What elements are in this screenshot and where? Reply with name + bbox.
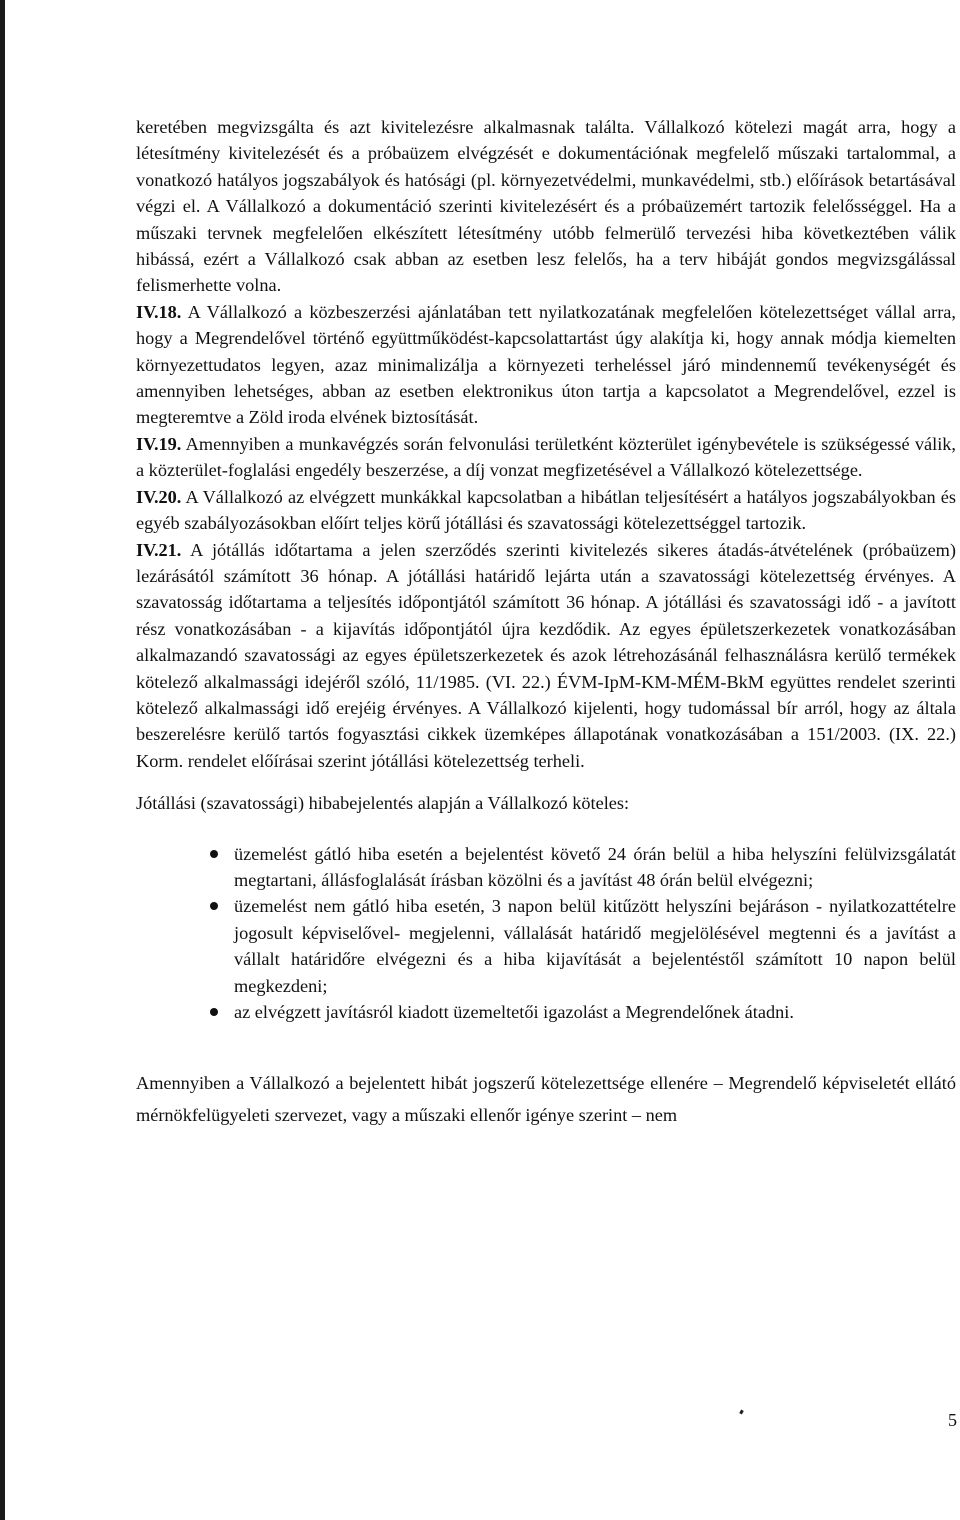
list-item bbox=[136, 999, 956, 1025]
section-number: IV.21. bbox=[136, 539, 182, 560]
document-page bbox=[136, 114, 956, 1131]
section-iv-20 bbox=[136, 484, 956, 537]
section-iv-18 bbox=[136, 299, 956, 431]
section-iv-21 bbox=[136, 537, 956, 775]
scan-speck bbox=[739, 1410, 744, 1415]
section-text: Amennyiben a munkavégzés során felvonulási területként közterület igénybevétele is szükségessé válik, a közterület-foglalási engedély beszerzése, a díj vonzat megfizetésével a Vállalkozó kötelezettsége. bbox=[136, 433, 956, 481]
bullet-icon bbox=[210, 902, 218, 910]
list-item bbox=[136, 841, 956, 894]
section-text: A jótállás időtartama a jelen szerződés szerinti kivitelezés sikeres átadás-átvételének (próbaüzem) lezárásától számított 36 hónap. A jótállási határidő lejárta után a szavatossági kötelezettség érvényes. A szavatosság időtartama a teljesítés időpontjától számított 36 hónap. A jótállási és szavatossági idő - a javított rész vonatkozásában - a kijavítás időpontjától újra kezdődik. Az egyes épületszerkezetek vonatkozásában alkalmazandó szavatossági az egyes épületszerkezetek és azok létrehozásánál felhasználásra kerülő termékek kötelező alkalmassági idejéről szóló, 11/1985. (VI. 22.) ÉVM-IpM-KM-MÉM-BkM együttes rendelet szerinti kötelező alkalmassági idő erejéig érvényes. A Vállalkozó kijelenti, hogy tudomással bír arról, hogy az általa beszerelésre kerülő tartós fogyasztási cikkek üzemképes állapotának vonatkozásában a 151/2003. (IX. 22.) Korm. rendelet előírásai szerint jótállási kötelezettség terheli. bbox=[136, 539, 956, 771]
list-item-text: üzemelést nem gátló hiba esetén, 3 napon belül kitűzött helyszíni bejáráson - nyilatkozattételre jogosult képviselővel- megjelenni, vállalását határidő megjelölésével megtenni és a javítást a vállalt határidőre elvégezni és a hiba kijavítását a bejelentéstől számított 10 napon belül megkezdeni; bbox=[234, 896, 956, 996]
paragraph-closing: Amennyiben a Vállalkozó a bejelentett hibát jogszerű kötelezettsége ellenére – Megrendelő képviseletét ellátó mérnökfelügyeleti szervezet, vagy a műszaki ellenőr igénye szerint – nem bbox=[136, 1073, 956, 1126]
list-item bbox=[136, 893, 956, 999]
section-iv-19 bbox=[136, 431, 956, 484]
bullet-icon bbox=[210, 850, 218, 858]
section-number: IV.18. bbox=[136, 301, 182, 322]
section-text: A Vállalkozó a közbeszerzési ajánlatában tett nyilatkozatának megfelelően kötelezettséget vállal arra, hogy a Megrendelővel történő együttműködést-kapcsolattartást úgy alakítja ki, hogy annak módja kiemelten környezettudatos legyen, azaz minimalizálja a környezeti terheléssel járó mindennemű tevékenységét és amennyiben lehetséges, abban az esetben elektronikus úton tartja a kapcsolatot a Megrendelővel, ezzel is megteremtve a Zöld iroda elvének biztosítását. bbox=[136, 301, 956, 428]
section-number: IV.20. bbox=[136, 486, 182, 507]
list-item-text: üzemelést gátló hiba esetén a bejelentést követő 24 órán belül a hiba helyszíni felülvizsgálatát megtartani, állásfoglalását írásban közölni és a javítást 48 órán belül elvégezni; bbox=[234, 843, 956, 890]
bullet-icon bbox=[210, 1008, 218, 1016]
list-item-text: az elvégzett javításról kiadott üzemeltetői igazolást a Megrendelőnek átadni. bbox=[234, 1002, 794, 1022]
section-text: A Vállalkozó az elvégzett munkákkal kapcsolatban a hibátlan teljesítésért a hatályos jogszabályokban és egyéb szabályozásokban előírt teljes körű jótállási és szavatossági kötelezettséggel tartozik. bbox=[136, 486, 956, 534]
obligation-list bbox=[136, 841, 956, 1026]
scan-left-edge bbox=[0, 0, 5, 1520]
page-number: 5 bbox=[948, 1410, 957, 1430]
section-number: IV.19. bbox=[136, 433, 182, 454]
paragraph-lead: Jótállási (szavatossági) hibabejelentés alapján a Vállalkozó köteles: bbox=[136, 793, 630, 814]
paragraph-intro: keretében megvizsgálta és azt kivitelezésre alkalmasnak találta. Vállalkozó kötelezi magát arra, hogy a létesítmény kivitelezését és a próbaüzem elvégzését e dokumentációnak megfelelő műszaki tartalommal, a vonatkozó hatályos jogszabályok és hatósági (pl. környezetvédelmi, munkavédelmi, stb.) előírások betartásával végzi el. A Vállalkozó a dokumentáció szerinti kivitelezésért és a próbaüzemért tartozik felelősséggel. Ha a műszaki tervnek megfelelően elkészített létesítmény utóbb felmerülő tervezési hiba következtében válik hibássá, ezért a Vállalkozó csak abban az esetben lesz felelős, ha a terv hibáját gondos megvizsgálással felismerhette volna. bbox=[136, 117, 956, 296]
